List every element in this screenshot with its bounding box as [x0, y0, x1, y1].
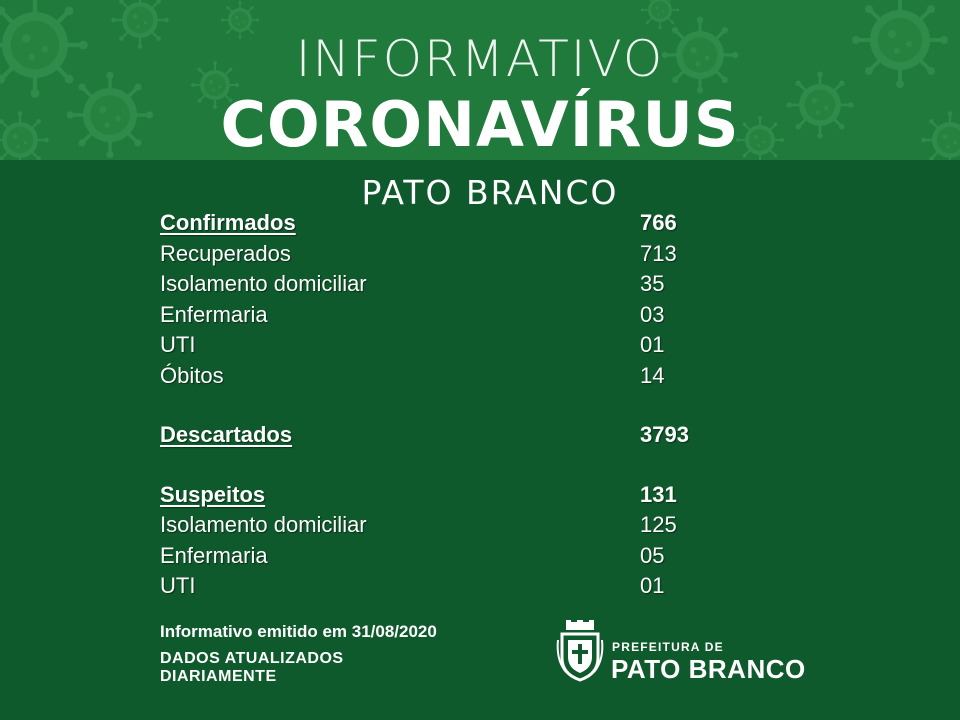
value-confirmados: 766 — [640, 210, 677, 235]
row-isolamento-confirmados — [160, 269, 720, 300]
title-coronavirus: CORONAVÍRUS — [220, 88, 740, 161]
title-informativo: INFORMATIVO — [295, 30, 665, 88]
label-isolamento-confirmados: Isolamento domiciliar — [160, 271, 367, 296]
row-obitos — [160, 361, 720, 392]
daily-update-line2: DIARIAMENTE — [160, 668, 277, 685]
label-confirmados: Confirmados — [160, 210, 296, 235]
spacer — [160, 391, 720, 420]
value-uti-confirmados: 01 — [640, 332, 665, 357]
city-crest-icon — [556, 620, 604, 682]
value-obitos: 14 — [640, 362, 665, 388]
label-isolamento-suspeitos: Isolamento domiciliar — [160, 512, 367, 537]
label-enfermaria-confirmados: Enfermaria — [160, 301, 268, 327]
logo-prefix: PREFEITURA DE — [612, 640, 724, 654]
row-recuperados — [160, 239, 720, 270]
row-uti-suspeitos — [160, 571, 720, 602]
value-descartados: 3793 — [640, 422, 689, 447]
daily-update-line1: DADOS ATUALIZADOS — [160, 650, 344, 667]
label-descartados: Descartados — [160, 422, 293, 447]
label-enfermaria-suspeitos: Enfermaria — [160, 542, 268, 568]
value-recuperados: 713 — [640, 240, 677, 266]
label-uti-suspeitos: UTI — [160, 573, 196, 598]
row-enfermaria-confirmados — [160, 300, 720, 331]
value-uti-suspeitos: 01 — [640, 573, 665, 598]
row-suspeitos — [160, 480, 720, 511]
stats-table — [160, 208, 720, 602]
row-descartados — [160, 420, 720, 451]
row-confirmados — [160, 208, 720, 239]
subtitle-city: PATO BRANCO — [361, 173, 619, 212]
issued-date-note: Informativo emitido em 31/08/2020 — [160, 622, 437, 641]
label-uti-confirmados: UTI — [160, 332, 196, 357]
label-recuperados: Recuperados — [160, 240, 291, 266]
value-isolamento-confirmados: 35 — [640, 271, 665, 296]
daily-update-note — [160, 650, 344, 686]
label-suspeitos: Suspeitos — [160, 481, 266, 507]
prefeitura-logo — [556, 620, 806, 684]
value-suspeitos: 131 — [640, 481, 677, 507]
spacer — [160, 451, 720, 480]
value-isolamento-suspeitos: 125 — [640, 512, 677, 537]
label-obitos: Óbitos — [160, 362, 224, 388]
value-enfermaria-confirmados: 03 — [640, 301, 665, 327]
row-enfermaria-suspeitos — [160, 541, 720, 572]
row-isolamento-suspeitos — [160, 510, 720, 541]
logo-city: PATO BRANCO — [611, 654, 806, 684]
value-enfermaria-suspeitos: 05 — [640, 542, 665, 568]
row-uti-confirmados — [160, 330, 720, 361]
